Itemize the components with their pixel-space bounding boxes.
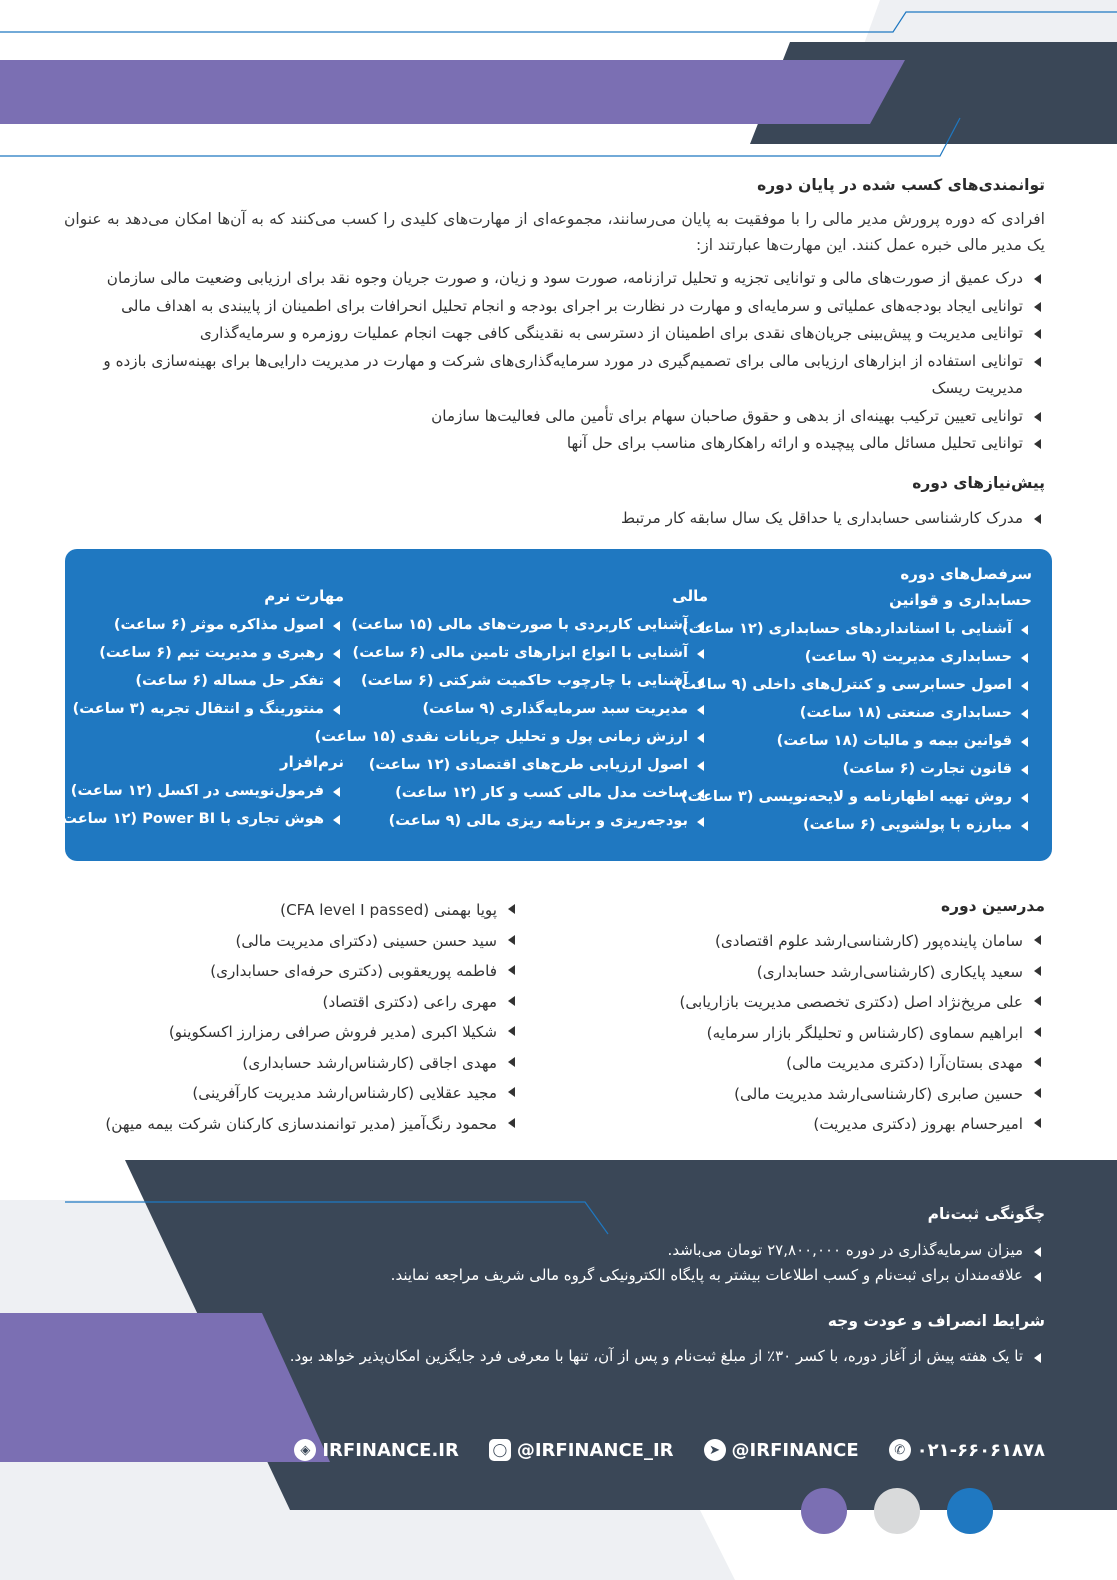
website-text: IRFINANCE.IR (322, 1439, 459, 1461)
instagram-icon: ◯ (489, 1439, 511, 1461)
skill-item: توانایی تحلیل مسائل مالی پیچیده و ارائه راهکارهای مناسب برای حل آنها (64, 430, 1045, 458)
teacher-item: مجید عقلایی (کارشناس‌ارشد مدیریت کارآفرینی) (105, 1078, 519, 1109)
instagram-contact[interactable] (489, 1439, 674, 1461)
globe-icon: ◈ (294, 1439, 316, 1461)
registration-title: چگونگی ثبت‌نام (927, 1205, 1045, 1223)
refund-item: تا یک هفته پیش از آغاز دوره، با کسر ۳۰٪ از مبلغ ثبت‌نام و پس از آن، تنها با معرفی فرد جایگزین امکان‌پذیر خواهد بود. (290, 1344, 1045, 1369)
syllabus-item: اصول ارزیابی طرح‌های اقتصادی (۱۲ ساعت) (315, 751, 708, 779)
teacher-item: مهدی اجاقی (کارشناس‌ارشد حسابداری) (105, 1048, 519, 1079)
teachers-left-column (105, 895, 519, 1139)
syllabus-accounting-title: حسابداری و قوانین (889, 591, 1032, 609)
teacher-item: پویا بهمنی (CFA level I passed) (105, 895, 519, 926)
syllabus-finance-list (315, 611, 708, 835)
skills-intro: افرادی که دوره پرورش مدیر مالی را با موفقیت به پایان می‌رسانند، مجموعه‌ای از مهارت‌های کلیدی را کسب می‌کنند که به آن‌ها امکان می‌دهد به عنوان یک مدیر مالی خبره عمل کنند. این مهارت‌ها عبارتند از: (64, 210, 1045, 254)
syllabus-item: روش تهیه اظهارنامه و لایحه‌نویسی (۳ ساعت) (675, 783, 1032, 811)
prereq-list (64, 505, 1045, 532)
teacher-item: امیرحسام بهروز (دکتری مدیریت) (679, 1109, 1045, 1140)
skills-list-container (64, 265, 1045, 458)
teachers-right-column (679, 926, 1045, 1140)
instagram-text: @IRFINANCE_IR (516, 1439, 674, 1461)
top-purple-band (0, 60, 905, 124)
registration-item: میزان سرمایه‌گذاری در دوره ۲۷,۸۰۰,۰۰۰ تومان می‌باشد. (391, 1238, 1045, 1263)
teacher-item: ابراهیم سماوی (کارشناس و تحلیلگر بازار سرمایه) (679, 1018, 1045, 1049)
prereq-container (64, 505, 1045, 532)
syllabus-item: اصول حسابرسی و کنترل‌های داخلی (۹ ساعت) (675, 671, 1032, 699)
phone-icon: ✆ (889, 1439, 911, 1461)
syllabus-finance-title: مالی (672, 587, 708, 605)
teacher-item: مهدی بستان‌آرا (دکتری مدیریت مالی) (679, 1048, 1045, 1079)
phone-contact[interactable] (889, 1439, 1045, 1461)
teachers-right-list (679, 926, 1045, 1140)
teacher-item: محمود رنگ‌آمیز (مدیر توانمندسازی کارکنان شرکت بیمه میهن) (105, 1109, 519, 1140)
registration-item: علاقه‌مندان برای ثبت‌نام و کسب اطلاعات بیشتر به پایگاه الکترونیکی گروه مالی شریف مراجعه نمایند. (391, 1263, 1045, 1288)
syllabus-item: فرمول‌نویسی در اکسل (۱۲ ساعت) (56, 777, 344, 805)
teacher-item: شکیلا اکبری (مدیر فروش صرافی رمزارز اکسکوینو) (105, 1017, 519, 1048)
skill-item: درک عمیق از صورت‌های مالی و توانایی تجزیه و تحلیل ترازنامه، صورت سود و زیان، و صورت جریان وجوه نقد برای ارزیابی وضعیت مالی سازمان (64, 265, 1045, 293)
registration-list (391, 1238, 1045, 1288)
skill-item: توانایی استفاده از ابزارهای ارزیابی مالی برای تصمیم‌گیری در مورد سرمایه‌گذاری‌های شرکت و مهارت در مدیریت دارایی‌ها برای بهینه‌سازی بازده و مدیریت ریسک (64, 348, 1045, 403)
syllabus-title: سرفصل‌های دوره (900, 565, 1032, 583)
syllabus-item: رهبری و مدیریت تیم (۶ ساعت) (73, 639, 344, 667)
syllabus-item: اصول مذاکره موثر (۶ ساعت) (73, 611, 344, 639)
syllabus-accounting-list (675, 615, 1032, 839)
syllabus-item: هوش تجاری با Power BI (۱۲ ساعت) (56, 805, 344, 833)
refund-list (290, 1344, 1045, 1369)
syllabus-item: آشنایی با چارچوب حاکمیت شرکتی (۶ ساعت) (315, 667, 708, 695)
syllabus-item: آشنایی کاربردی با صورت‌های مالی (۱۵ ساعت) (315, 611, 708, 639)
teacher-item: سامان پاینده‌پور (کارشناسی‌ارشد علوم اقتصادی) (679, 926, 1045, 957)
syllabus-soft-title: مهارت نرم (264, 587, 344, 605)
teacher-item: سعید پایکاری (کارشناسی‌ارشد حسابداری) (679, 957, 1045, 988)
syllabus-soft-list (73, 611, 344, 723)
teachers-left-list (105, 895, 519, 1139)
skill-item: توانایی مدیریت و پیش‌بینی جریان‌های نقدی برای اطمینان از دسترسی به نقدینگی کافی جهت انجام عملیات روزمره و سرمایه‌گذاری (64, 320, 1045, 348)
blue-dot (947, 1488, 993, 1534)
syllabus-item: مبارزه با پولشویی (۶ ساعت) (675, 811, 1032, 839)
syllabus-item: ارزش زمانی پول و تحلیل جریانات نقدی (۱۵ ساعت) (315, 723, 708, 751)
purple-dot (801, 1488, 847, 1534)
syllabus-item: حسابداری صنعتی (۱۸ ساعت) (675, 699, 1032, 727)
syllabus-item: آشنایی با استانداردهای حسابداری (۱۲ ساعت) (675, 615, 1032, 643)
contacts-row (294, 1439, 1045, 1461)
syllabus-box (55, 549, 1052, 861)
teachers-title: مدرسین دوره (940, 897, 1045, 915)
refund-container (290, 1344, 1045, 1369)
telegram-text: @IRFINANCE (731, 1439, 859, 1461)
syllabus-item: آشنایی با انواع ابزارهای تامین مالی (۶ ساعت) (315, 639, 708, 667)
refund-title: شرایط انصراف و عودت وجه (827, 1312, 1045, 1330)
syllabus-item: تفکر حل مساله (۶ ساعت) (73, 667, 344, 695)
telegram-contact[interactable] (704, 1439, 859, 1461)
syllabus-software-list (56, 777, 344, 833)
syllabus-item: قوانین بیمه و مالیات (۱۸ ساعت) (675, 727, 1032, 755)
syllabus-item: قانون تجارت (۶ ساعت) (675, 755, 1032, 783)
gray-dot (874, 1488, 920, 1534)
teacher-item: سید حسن حسینی (دکترای مدیریت مالی) (105, 926, 519, 957)
skills-list (64, 265, 1045, 458)
syllabus-item: ساخت مدل مالی کسب و کار (۱۲ ساعت) (315, 779, 708, 807)
syllabus-item: مدیریت سبد سرمایه‌گذاری (۹ ساعت) (315, 695, 708, 723)
syllabus-item: بودجه‌ریزی و برنامه ریزی مالی (۹ ساعت) (315, 807, 708, 835)
skill-item: توانایی ایجاد بودجه‌های عملیاتی و سرمایه‌ای و مهارت در نظارت بر اجرای بودجه و انجام تحلیل انحرافات برای اطمینان از پایبندی به اهداف مالی (64, 293, 1045, 321)
phone-text: ۰۲۱-۶۶۰۶۱۸۷۸ (916, 1439, 1045, 1461)
prereq-title: پیش‌نیازهای دوره (912, 474, 1045, 492)
syllabus-item: حسابداری مدیریت (۹ ساعت) (675, 643, 1032, 671)
telegram-icon: ➤ (704, 1439, 726, 1461)
syllabus-software-title: نرم‌افزار (279, 753, 344, 771)
website-contact[interactable] (294, 1439, 459, 1461)
syllabus-item: منتورینگ و انتقال تجربه (۳ ساعت) (73, 695, 344, 723)
teacher-item: علی مریخ‌نژاد اصل (دکتری تخصصی مدیریت بازاریابی) (679, 987, 1045, 1018)
registration-container (391, 1238, 1045, 1288)
prereq-item: مدرک کارشناسی حسابداری یا حداقل یک سال سابقه کار مرتبط (64, 505, 1045, 532)
teacher-item: حسین صابری (کارشناسی‌ارشد مدیریت مالی) (679, 1079, 1045, 1110)
teacher-item: فاطمه پوریعقوبی (دکتری حرفه‌ای حسابداری) (105, 956, 519, 987)
skill-item: توانایی تعیین ترکیب بهینه‌ای از بدهی و حقوق صاحبان سهام برای تأمین مالی فعالیت‌ها سازمان (64, 403, 1045, 431)
teacher-item: مهری راعی (دکتری اقتصاد) (105, 987, 519, 1018)
skills-title: توانمندی‌های کسب شده در پایان دوره (757, 176, 1045, 194)
